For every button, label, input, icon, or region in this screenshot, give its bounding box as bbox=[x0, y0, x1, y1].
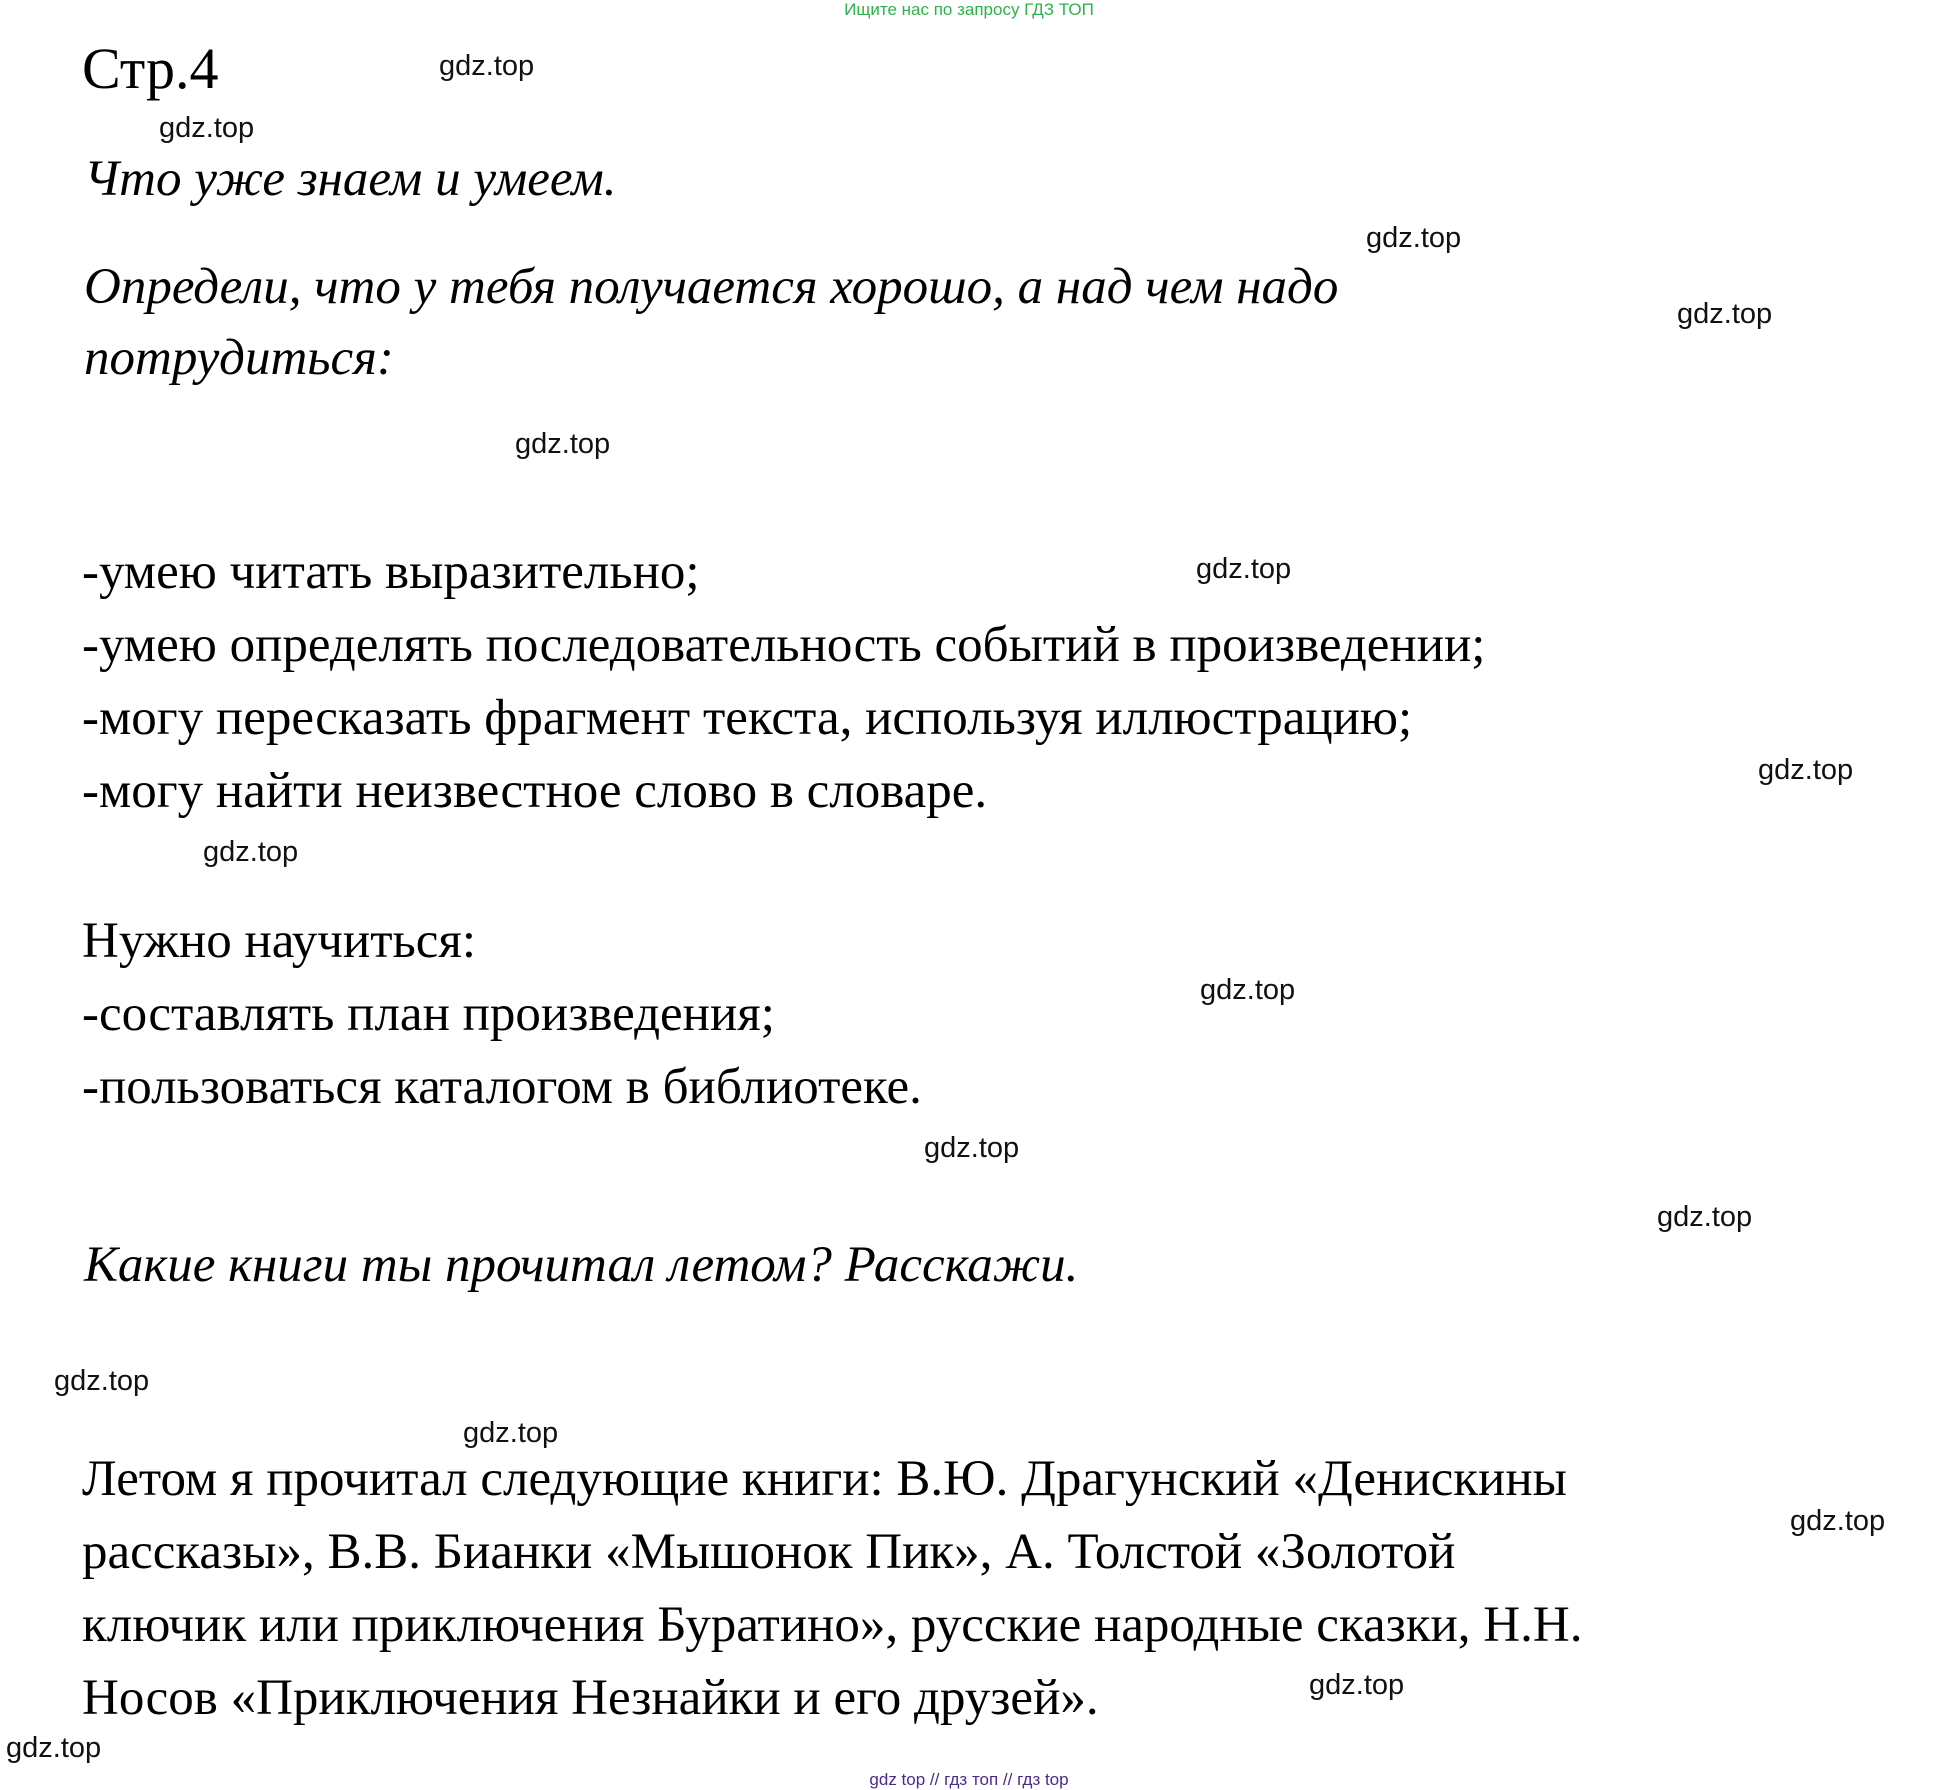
list-item: -пользоваться каталогом в библиотеке. bbox=[82, 1059, 922, 1115]
list-item: -умею определять последовательность событий в произведении; bbox=[82, 617, 1486, 673]
watermark: gdz.top bbox=[1657, 1201, 1753, 1233]
answer-line: Летом я прочитал следующие книги: В.Ю. Драгунский «Денискины bbox=[82, 1451, 1567, 1507]
top-banner: Ищите нас по запросу ГДЗ ТОП bbox=[844, 0, 1094, 19]
page-label: Стр.4 bbox=[82, 36, 219, 101]
list-item: -умею читать выразительно; bbox=[82, 544, 700, 600]
answer-line: Носов «Приключения Незнайки и его друзей». bbox=[82, 1670, 1099, 1726]
footer: gdz top // гдз топ // гдз top bbox=[869, 1770, 1069, 1789]
need-to-learn-heading: Нужно научиться: bbox=[82, 913, 477, 969]
watermark: gdz.top bbox=[54, 1365, 150, 1397]
watermark: gdz.top bbox=[159, 112, 255, 144]
watermark: gdz.top bbox=[439, 50, 535, 82]
need-to-learn bbox=[82, 905, 922, 1124]
task1-line2: потрудиться: bbox=[84, 330, 394, 386]
list-item: -составлять план произведения; bbox=[82, 986, 775, 1042]
watermark: gdz.top bbox=[1196, 553, 1292, 585]
task1-line1: Определи, что у тебя получается хорошо, а над чем надо bbox=[84, 259, 1339, 315]
section-title: Что уже знаем и умеем. bbox=[84, 151, 617, 207]
answer-line: ключик или приключения Буратино», русские народные сказки, Н.Н. bbox=[82, 1597, 1583, 1653]
watermark: gdz.top bbox=[203, 836, 299, 868]
list-item: -могу найти неизвестное слово в словаре. bbox=[82, 763, 988, 819]
answer-line: рассказы», В.В. Бианки «Мышонок Пик», А. Толстой «Золотой bbox=[82, 1524, 1456, 1580]
watermark: gdz.top bbox=[515, 428, 611, 460]
watermark: gdz.top bbox=[1790, 1505, 1886, 1537]
watermark: gdz.top bbox=[6, 1732, 102, 1764]
watermark: gdz.top bbox=[924, 1132, 1020, 1164]
watermark: gdz.top bbox=[1366, 222, 1462, 254]
watermark: gdz.top bbox=[1758, 754, 1854, 786]
watermark: gdz.top bbox=[1309, 1669, 1405, 1701]
list-item: -могу пересказать фрагмент текста, используя иллюстрацию; bbox=[82, 690, 1413, 746]
task2: Какие книги ты прочитал летом? Расскажи. bbox=[84, 1237, 1079, 1293]
watermark: gdz.top bbox=[1200, 974, 1296, 1006]
watermark: gdz.top bbox=[1677, 298, 1773, 330]
watermark: gdz.top bbox=[463, 1417, 559, 1449]
